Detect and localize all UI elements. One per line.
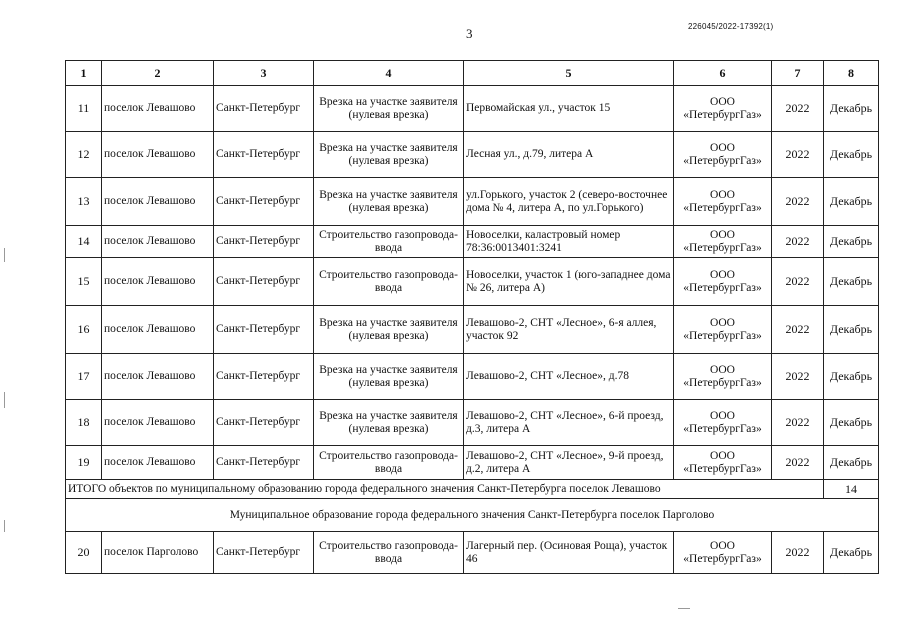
table-row (66, 258, 879, 306)
year-cell: 2022 (772, 400, 824, 446)
city-cell: Санкт-Петербург (214, 178, 314, 226)
settlement-cell: поселок Левашово (102, 226, 214, 258)
city-cell: Санкт-Петербург (214, 400, 314, 446)
page-number: 3 (466, 26, 473, 41)
year-cell: 2022 (772, 306, 824, 354)
organization-cell: ООО «ПетербургГаз» (674, 258, 772, 306)
row-number: 20 (66, 532, 102, 574)
scan-edge-mark (678, 608, 690, 609)
table-row (66, 306, 879, 354)
settlement-cell: поселок Левашово (102, 86, 214, 132)
section-title: Муниципальное образование города федерального значения Санкт-Петербурга поселок Парголово (66, 499, 879, 532)
row-number: 14 (66, 226, 102, 258)
scan-edge-mark (4, 248, 5, 262)
organization-cell: ООО «ПетербургГаз» (674, 226, 772, 258)
settlement-cell: поселок Левашово (102, 400, 214, 446)
year-cell: 2022 (772, 178, 824, 226)
year-cell: 2022 (772, 132, 824, 178)
row-number: 12 (66, 132, 102, 178)
city-cell: Санкт-Петербург (214, 258, 314, 306)
city-cell: Санкт-Петербург (214, 532, 314, 574)
column-header: 3 (214, 61, 314, 86)
settlement-cell: поселок Левашово (102, 354, 214, 400)
column-header: 5 (464, 61, 674, 86)
month-cell: Декабрь (824, 532, 879, 574)
work-type-cell: Строительство газопровода-ввода (314, 532, 464, 574)
row-number: 18 (66, 400, 102, 446)
month-cell: Декабрь (824, 354, 879, 400)
total-row (66, 480, 879, 499)
organization-cell: ООО «ПетербургГаз» (674, 132, 772, 178)
year-cell: 2022 (772, 532, 824, 574)
table-row (66, 532, 879, 574)
month-cell: Декабрь (824, 226, 879, 258)
city-cell: Санкт-Петербург (214, 306, 314, 354)
year-cell: 2022 (772, 86, 824, 132)
document-id: 226045/2022-17392(1) (688, 22, 774, 31)
address-cell: Левашово-2, СНТ «Лесное», 9-й проезд, д.2, литера А (464, 446, 674, 480)
settlement-cell: поселок Левашово (102, 178, 214, 226)
table-row (66, 132, 879, 178)
scan-edge-mark (4, 392, 5, 408)
column-number-row (66, 61, 879, 86)
column-header: 7 (772, 61, 824, 86)
month-cell: Декабрь (824, 306, 879, 354)
work-type-cell: Врезка на участке заявителя (нулевая врезка) (314, 354, 464, 400)
month-cell: Декабрь (824, 446, 879, 480)
address-cell: Первомайская ул., участок 15 (464, 86, 674, 132)
work-type-cell: Строительство газопровода-ввода (314, 446, 464, 480)
organization-cell: ООО «ПетербургГаз» (674, 354, 772, 400)
row-number: 17 (66, 354, 102, 400)
month-cell: Декабрь (824, 178, 879, 226)
objects-table (65, 60, 879, 574)
total-count: 14 (824, 480, 879, 499)
row-number: 11 (66, 86, 102, 132)
table-row (66, 446, 879, 480)
table-row (66, 178, 879, 226)
table-row (66, 400, 879, 446)
work-type-cell: Врезка на участке заявителя (нулевая врезка) (314, 132, 464, 178)
settlement-cell: поселок Левашово (102, 258, 214, 306)
table-row (66, 354, 879, 400)
month-cell: Декабрь (824, 258, 879, 306)
year-cell: 2022 (772, 226, 824, 258)
work-type-cell: Врезка на участке заявителя (нулевая врезка) (314, 178, 464, 226)
organization-cell: ООО «ПетербургГаз» (674, 178, 772, 226)
column-header: 6 (674, 61, 772, 86)
settlement-cell: поселок Левашово (102, 446, 214, 480)
work-type-cell: Врезка на участке заявителя (нулевая врезка) (314, 86, 464, 132)
year-cell: 2022 (772, 446, 824, 480)
work-type-cell: Строительство газопровода-ввода (314, 226, 464, 258)
month-cell: Декабрь (824, 86, 879, 132)
column-header: 1 (66, 61, 102, 86)
organization-cell: ООО «ПетербургГаз» (674, 446, 772, 480)
scan-edge-mark (4, 520, 5, 532)
month-cell: Декабрь (824, 400, 879, 446)
table-row (66, 86, 879, 132)
organization-cell: ООО «ПетербургГаз» (674, 532, 772, 574)
row-number: 13 (66, 178, 102, 226)
work-type-cell: Строительство газопровода-ввода (314, 258, 464, 306)
city-cell: Санкт-Петербург (214, 446, 314, 480)
organization-cell: ООО «ПетербургГаз» (674, 86, 772, 132)
row-number: 15 (66, 258, 102, 306)
section-title-row (66, 499, 879, 532)
total-label: ИТОГО объектов по муниципальному образованию города федерального значения Санкт-Петербурга поселок Левашово (66, 480, 824, 499)
settlement-cell: поселок Парголово (102, 532, 214, 574)
address-cell: Левашово-2, СНТ «Лесное», 6-й проезд, д.3, литера А (464, 400, 674, 446)
column-header: 8 (824, 61, 879, 86)
row-number: 16 (66, 306, 102, 354)
city-cell: Санкт-Петербург (214, 354, 314, 400)
organization-cell: ООО «ПетербургГаз» (674, 306, 772, 354)
city-cell: Санкт-Петербург (214, 86, 314, 132)
year-cell: 2022 (772, 258, 824, 306)
address-cell: Лесная ул., д.79, литера А (464, 132, 674, 178)
address-cell: Новоселки, участок 1 (юго-западнее дома № 26, литера А) (464, 258, 674, 306)
address-cell: Левашово-2, СНТ «Лесное», 6-я аллея, участок 92 (464, 306, 674, 354)
month-cell: Декабрь (824, 132, 879, 178)
city-cell: Санкт-Петербург (214, 132, 314, 178)
row-number: 19 (66, 446, 102, 480)
work-type-cell: Врезка на участке заявителя (нулевая врезка) (314, 400, 464, 446)
address-cell: ул.Горького, участок 2 (северо-восточнее дома № 4, литера А, по ул.Горького) (464, 178, 674, 226)
column-header: 4 (314, 61, 464, 86)
table-row (66, 226, 879, 258)
settlement-cell: поселок Левашово (102, 306, 214, 354)
address-cell: Лагерный пер. (Осиновая Роща), участок 46 (464, 532, 674, 574)
address-cell: Новоселки, каластровый номер 78:36:0013401:3241 (464, 226, 674, 258)
work-type-cell: Врезка на участке заявителя (нулевая врезка) (314, 306, 464, 354)
organization-cell: ООО «ПетербургГаз» (674, 400, 772, 446)
year-cell: 2022 (772, 354, 824, 400)
settlement-cell: поселок Левашово (102, 132, 214, 178)
column-header: 2 (102, 61, 214, 86)
city-cell: Санкт-Петербург (214, 226, 314, 258)
address-cell: Левашово-2, СНТ «Лесное», д.78 (464, 354, 674, 400)
